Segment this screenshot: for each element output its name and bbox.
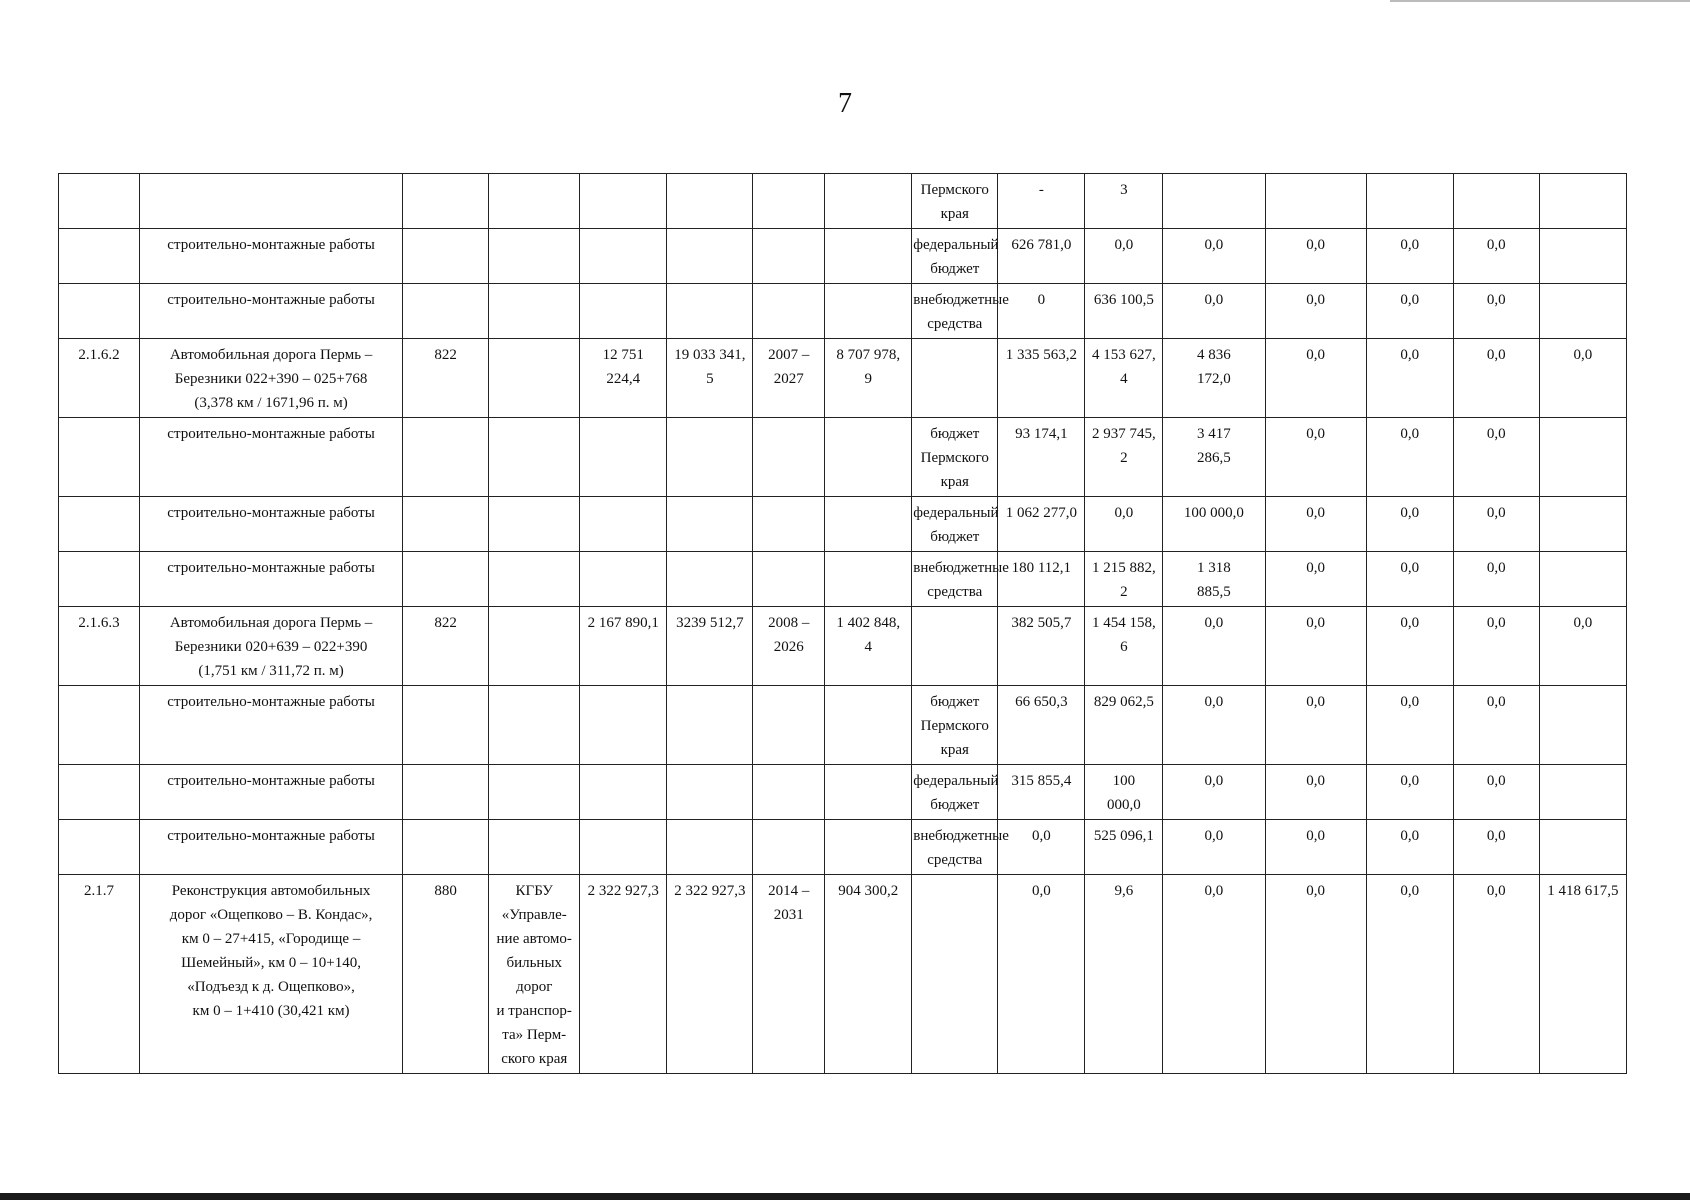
cell-period: [753, 552, 825, 607]
cell-name: строительно-монтажные работы: [139, 229, 402, 284]
cell-estimated-cost: 2 322 927,3: [580, 875, 667, 1074]
cell-total-cost: [667, 686, 753, 765]
cell-amount-1: 180 112,1: [998, 552, 1085, 607]
cell-funding-source: бюджет Пермского края: [912, 418, 998, 497]
cell-amount-7: 0,0: [1539, 607, 1626, 686]
cell-amount-4: 0,0: [1265, 339, 1366, 418]
cell-amount-6: 0,0: [1453, 284, 1539, 339]
cell-period: [753, 820, 825, 875]
table-row: [59, 229, 1627, 284]
cell-executor-code: [403, 418, 489, 497]
cell-amount-1: 1 335 563,2: [998, 339, 1085, 418]
cell-estimated-cost: [580, 229, 667, 284]
cell-amount-6: 0,0: [1453, 497, 1539, 552]
cell-row-id: 2.1.7: [59, 875, 140, 1074]
cell-amount-4: 0,0: [1265, 820, 1366, 875]
cell-amount-4: 0,0: [1265, 229, 1366, 284]
cell-amount-6: 0,0: [1453, 229, 1539, 284]
cell-amount-6: [1453, 174, 1539, 229]
cell-amount-5: 0,0: [1366, 765, 1453, 820]
cell-amount-5: [1366, 174, 1453, 229]
top-edge-line: [1390, 0, 1690, 2]
cell-name: Автомобильная дорога Пермь – Березники 020+639 – 022+390 (1,751 км / 311,72 п. м): [139, 607, 402, 686]
cell-estimated-cost: [580, 686, 667, 765]
cell-customer: [489, 284, 580, 339]
cell-remaining-cost: 8 707 978, 9: [825, 339, 912, 418]
cell-amount-1: 1 062 277,0: [998, 497, 1085, 552]
cell-amount-3: 1 318 885,5: [1163, 552, 1265, 607]
cell-amount-3: [1163, 174, 1265, 229]
cell-amount-3: 0,0: [1163, 765, 1265, 820]
cell-amount-6: 0,0: [1453, 820, 1539, 875]
cell-name: строительно-монтажные работы: [139, 552, 402, 607]
cell-period: 2014 – 2031: [753, 875, 825, 1074]
table-row: [59, 418, 1627, 497]
cell-total-cost: 19 033 341, 5: [667, 339, 753, 418]
cell-executor-code: 822: [403, 607, 489, 686]
cell-customer: [489, 339, 580, 418]
cell-amount-4: 0,0: [1265, 765, 1366, 820]
cell-amount-3: 4 836 172,0: [1163, 339, 1265, 418]
cell-amount-4: 0,0: [1265, 875, 1366, 1074]
cell-total-cost: 3239 512,7: [667, 607, 753, 686]
cell-total-cost: [667, 174, 753, 229]
cell-funding-source: внебюджетные средства: [912, 284, 998, 339]
cell-executor-code: [403, 765, 489, 820]
cell-executor-code: [403, 284, 489, 339]
cell-amount-7: [1539, 820, 1626, 875]
cell-amount-5: 0,0: [1366, 339, 1453, 418]
cell-amount-5: 0,0: [1366, 607, 1453, 686]
cell-amount-5: 0,0: [1366, 497, 1453, 552]
cell-funding-source: внебюджетные средства: [912, 552, 998, 607]
cell-amount-1: 93 174,1: [998, 418, 1085, 497]
cell-funding-source: Пермского края: [912, 174, 998, 229]
cell-period: 2008 – 2026: [753, 607, 825, 686]
cell-amount-2: 4 153 627, 4: [1085, 339, 1163, 418]
cell-customer: [489, 552, 580, 607]
cell-amount-1: 0: [998, 284, 1085, 339]
cell-amount-3: 0,0: [1163, 607, 1265, 686]
table-row: [59, 284, 1627, 339]
cell-estimated-cost: [580, 820, 667, 875]
cell-amount-6: 0,0: [1453, 418, 1539, 497]
cell-amount-2: 3: [1085, 174, 1163, 229]
cell-row-id: 2.1.6.2: [59, 339, 140, 418]
cell-amount-1: 315 855,4: [998, 765, 1085, 820]
cell-executor-code: 822: [403, 339, 489, 418]
cell-executor-code: [403, 174, 489, 229]
table-row: [59, 174, 1627, 229]
table-row: [59, 497, 1627, 552]
cell-amount-3: 100 000,0: [1163, 497, 1265, 552]
cell-amount-5: 0,0: [1366, 552, 1453, 607]
cell-row-id: [59, 686, 140, 765]
cell-period: [753, 765, 825, 820]
cell-amount-3: 0,0: [1163, 875, 1265, 1074]
cell-row-id: [59, 765, 140, 820]
cell-period: [753, 284, 825, 339]
cell-customer: [489, 686, 580, 765]
cell-estimated-cost: [580, 284, 667, 339]
cell-amount-1: 626 781,0: [998, 229, 1085, 284]
cell-name: строительно-монтажные работы: [139, 418, 402, 497]
cell-amount-4: 0,0: [1265, 497, 1366, 552]
table-row: [59, 607, 1627, 686]
cell-name: Автомобильная дорога Пермь – Березники 022+390 – 025+768 (3,378 км / 1671,96 п. м): [139, 339, 402, 418]
cell-remaining-cost: [825, 686, 912, 765]
table-row: [59, 820, 1627, 875]
cell-amount-7: [1539, 229, 1626, 284]
cell-customer: [489, 229, 580, 284]
cell-funding-source: федеральный бюджет: [912, 765, 998, 820]
cell-total-cost: [667, 229, 753, 284]
cell-amount-3: 0,0: [1163, 284, 1265, 339]
cell-funding-source: внебюджетные средства: [912, 820, 998, 875]
cell-funding-source: [912, 339, 998, 418]
cell-customer: [489, 765, 580, 820]
cell-amount-7: [1539, 174, 1626, 229]
cell-remaining-cost: [825, 765, 912, 820]
cell-total-cost: [667, 765, 753, 820]
cell-estimated-cost: [580, 418, 667, 497]
cell-amount-2: 1 454 158, 6: [1085, 607, 1163, 686]
table-row: [59, 875, 1627, 1074]
cell-amount-1: 382 505,7: [998, 607, 1085, 686]
cell-name: Реконструкция автомобильных дорог «Ощепково – В. Кондас», км 0 – 27+415, «Городище – Шемейный», км 0 – 10+140, «Подъезд к д. Ощепково», км 0 – 1+410 (30,421 км): [139, 875, 402, 1074]
cell-funding-source: [912, 607, 998, 686]
cell-remaining-cost: [825, 174, 912, 229]
cell-amount-5: 0,0: [1366, 284, 1453, 339]
cell-row-id: [59, 229, 140, 284]
cell-row-id: [59, 497, 140, 552]
cell-amount-2: 1 215 882, 2: [1085, 552, 1163, 607]
table-row: [59, 686, 1627, 765]
cell-total-cost: [667, 552, 753, 607]
cell-remaining-cost: [825, 229, 912, 284]
cell-funding-source: [912, 875, 998, 1074]
cell-customer: [489, 820, 580, 875]
cell-amount-3: 0,0: [1163, 686, 1265, 765]
cell-row-id: [59, 284, 140, 339]
cell-amount-2: 0,0: [1085, 229, 1163, 284]
cell-amount-4: 0,0: [1265, 607, 1366, 686]
cell-amount-7: [1539, 686, 1626, 765]
cell-amount-1: 66 650,3: [998, 686, 1085, 765]
cell-amount-2: 0,0: [1085, 497, 1163, 552]
cell-funding-source: федеральный бюджет: [912, 497, 998, 552]
cell-funding-source: бюджет Пермского края: [912, 686, 998, 765]
cell-amount-5: 0,0: [1366, 229, 1453, 284]
cell-amount-4: 0,0: [1265, 284, 1366, 339]
cell-executor-code: [403, 820, 489, 875]
cell-amount-7: [1539, 552, 1626, 607]
cell-row-id: [59, 552, 140, 607]
cell-customer: [489, 418, 580, 497]
cell-amount-3: 3 417 286,5: [1163, 418, 1265, 497]
cell-name: [139, 174, 402, 229]
cell-amount-6: 0,0: [1453, 607, 1539, 686]
cell-amount-2: 525 096,1: [1085, 820, 1163, 875]
cell-amount-6: 0,0: [1453, 686, 1539, 765]
cell-name: строительно-монтажные работы: [139, 497, 402, 552]
cell-row-id: [59, 820, 140, 875]
cell-amount-7: [1539, 765, 1626, 820]
cell-total-cost: [667, 497, 753, 552]
cell-total-cost: [667, 418, 753, 497]
cell-remaining-cost: [825, 820, 912, 875]
cell-amount-1: 0,0: [998, 875, 1085, 1074]
bottom-edge-bar: [0, 1193, 1690, 1200]
table-row: [59, 765, 1627, 820]
cell-remaining-cost: [825, 552, 912, 607]
table-row: [59, 552, 1627, 607]
cell-amount-2: 829 062,5: [1085, 686, 1163, 765]
cell-amount-3: 0,0: [1163, 820, 1265, 875]
cell-amount-5: 0,0: [1366, 686, 1453, 765]
cell-amount-6: 0,0: [1453, 339, 1539, 418]
cell-period: [753, 174, 825, 229]
cell-remaining-cost: 904 300,2: [825, 875, 912, 1074]
cell-amount-5: 0,0: [1366, 418, 1453, 497]
cell-estimated-cost: [580, 552, 667, 607]
cell-amount-2: 2 937 745, 2: [1085, 418, 1163, 497]
cell-total-cost: 2 322 927,3: [667, 875, 753, 1074]
cell-amount-2: 9,6: [1085, 875, 1163, 1074]
cell-remaining-cost: [825, 497, 912, 552]
cell-estimated-cost: [580, 174, 667, 229]
cell-amount-6: 0,0: [1453, 875, 1539, 1074]
cell-amount-2: 100 000,0: [1085, 765, 1163, 820]
cell-name: строительно-монтажные работы: [139, 686, 402, 765]
cell-amount-7: 1 418 617,5: [1539, 875, 1626, 1074]
cell-estimated-cost: [580, 765, 667, 820]
cell-amount-7: [1539, 418, 1626, 497]
cell-amount-4: 0,0: [1265, 552, 1366, 607]
cell-executor-code: [403, 229, 489, 284]
table-row: [59, 339, 1627, 418]
cell-funding-source: федеральный бюджет: [912, 229, 998, 284]
program-table: [58, 173, 1627, 1074]
cell-executor-code: [403, 497, 489, 552]
cell-amount-6: 0,0: [1453, 552, 1539, 607]
cell-remaining-cost: [825, 418, 912, 497]
cell-remaining-cost: 1 402 848, 4: [825, 607, 912, 686]
cell-amount-4: [1265, 174, 1366, 229]
cell-total-cost: [667, 820, 753, 875]
cell-period: 2007 – 2027: [753, 339, 825, 418]
cell-remaining-cost: [825, 284, 912, 339]
cell-customer: [489, 607, 580, 686]
cell-name: строительно-монтажные работы: [139, 765, 402, 820]
cell-name: строительно-монтажные работы: [139, 284, 402, 339]
cell-amount-5: 0,0: [1366, 875, 1453, 1074]
cell-row-id: [59, 174, 140, 229]
cell-amount-3: 0,0: [1163, 229, 1265, 284]
cell-total-cost: [667, 284, 753, 339]
cell-amount-6: 0,0: [1453, 765, 1539, 820]
cell-row-id: 2.1.6.3: [59, 607, 140, 686]
cell-period: [753, 686, 825, 765]
cell-row-id: [59, 418, 140, 497]
cell-executor-code: [403, 686, 489, 765]
cell-period: [753, 418, 825, 497]
cell-estimated-cost: [580, 497, 667, 552]
cell-estimated-cost: 12 751 224,4: [580, 339, 667, 418]
cell-executor-code: [403, 552, 489, 607]
cell-customer: [489, 497, 580, 552]
cell-period: [753, 229, 825, 284]
cell-customer: [489, 174, 580, 229]
cell-amount-4: 0,0: [1265, 686, 1366, 765]
cell-amount-2: 636 100,5: [1085, 284, 1163, 339]
cell-amount-5: 0,0: [1366, 820, 1453, 875]
cell-amount-7: [1539, 497, 1626, 552]
cell-amount-7: [1539, 284, 1626, 339]
cell-customer: КГБУ «Управле- ние автомо- бильных дорог и транспор- та» Перм- ского края: [489, 875, 580, 1074]
cell-amount-7: 0,0: [1539, 339, 1626, 418]
cell-period: [753, 497, 825, 552]
cell-amount-1: 0,0: [998, 820, 1085, 875]
cell-estimated-cost: 2 167 890,1: [580, 607, 667, 686]
cell-name: строительно-монтажные работы: [139, 820, 402, 875]
cell-executor-code: 880: [403, 875, 489, 1074]
page-number: 7: [838, 88, 852, 119]
cell-amount-1: -: [998, 174, 1085, 229]
cell-amount-4: 0,0: [1265, 418, 1366, 497]
